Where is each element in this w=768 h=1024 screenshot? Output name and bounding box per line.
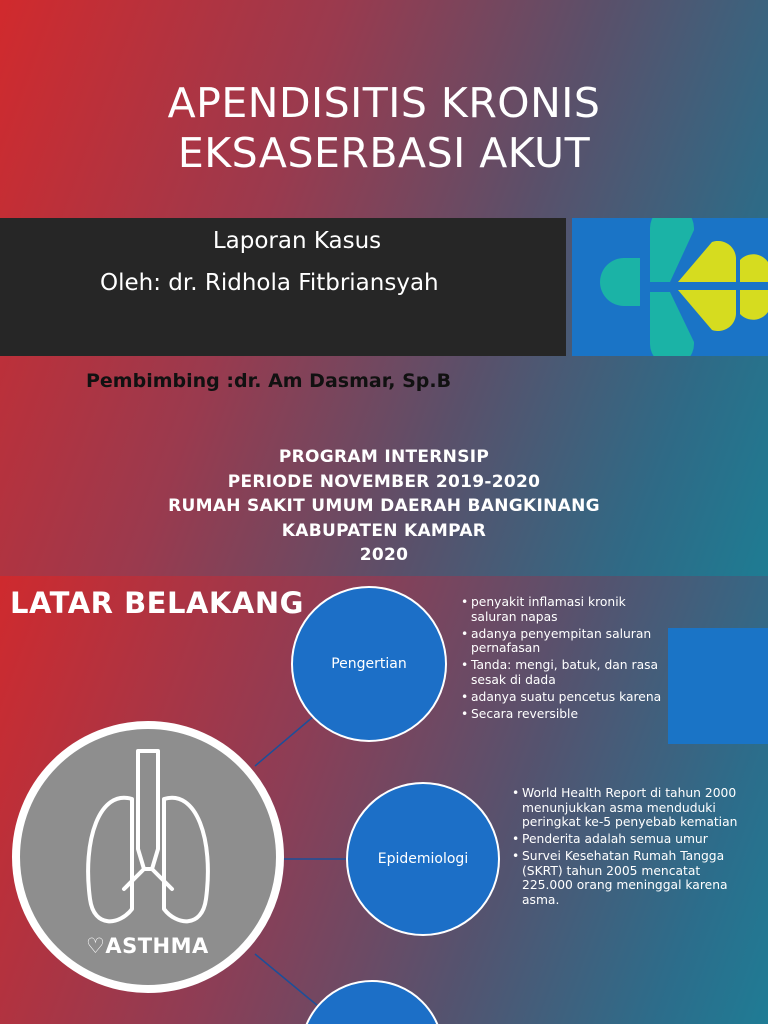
list-item: • World Health Report di tahun 2000 menunjukkan asma menduduki peringkat ke-5 penyebab kematian bbox=[512, 786, 750, 830]
asthma-text: ASTHMA bbox=[105, 934, 209, 958]
subtitle-author: Oleh: dr. Ridhola Fitbriansyah bbox=[100, 270, 439, 296]
list-item: • Tanda: mengi, batuk, dan rasa sesak di dada bbox=[461, 658, 671, 687]
list-item: • adanya suatu pencetus karena bbox=[461, 690, 671, 705]
program-line: RUMAH SAKIT UMUM DAERAH BANGKINANG bbox=[168, 496, 600, 516]
epidemiologi-bullets bbox=[512, 786, 750, 910]
kemenkes-logo-icon bbox=[572, 218, 768, 356]
background-slide bbox=[0, 576, 768, 1024]
supervisor-line: Pembimbing :dr. Am Dasmar, Sp.B bbox=[86, 370, 452, 392]
list-item: • Penderita adalah semua umur bbox=[512, 832, 750, 847]
node-pengertian: Pengertian bbox=[291, 586, 447, 742]
list-item: • adanya penyempitan saluran pernafasan bbox=[461, 627, 671, 656]
kemenkes-logo bbox=[572, 218, 768, 356]
title-line-1: APENDISITIS KRONIS bbox=[167, 79, 601, 127]
title-line-2: EKSASERBASI AKUT bbox=[177, 129, 591, 177]
program-line: KABUPATEN KAMPAR bbox=[281, 520, 487, 541]
pengertian-bullets bbox=[461, 595, 671, 724]
list-item: • Secara reversible bbox=[461, 707, 671, 722]
program-line: PERIODE NOVEMBER 2019-2020 bbox=[227, 471, 541, 492]
program-line: PROGRAM INTERNSIP bbox=[278, 447, 490, 467]
list-item: • penyakit inflamasi kronik saluran napas bbox=[461, 595, 671, 624]
heart-icon: ♡ bbox=[86, 934, 106, 958]
program-line: 2020 bbox=[359, 545, 409, 565]
list-item: • Survei Kesehatan Rumah Tangga (SKRT) tahun 2005 mencatat 225.000 orang meninggal karena asma. bbox=[512, 849, 750, 907]
asthma-label bbox=[86, 934, 209, 958]
node-epidemiologi: Epidemiologi bbox=[346, 782, 500, 936]
program-info bbox=[0, 445, 768, 568]
slide-title bbox=[0, 78, 768, 178]
subtitle-report: Laporan Kasus bbox=[212, 228, 382, 254]
slide-heading: LATAR BELAKANG bbox=[10, 586, 304, 620]
